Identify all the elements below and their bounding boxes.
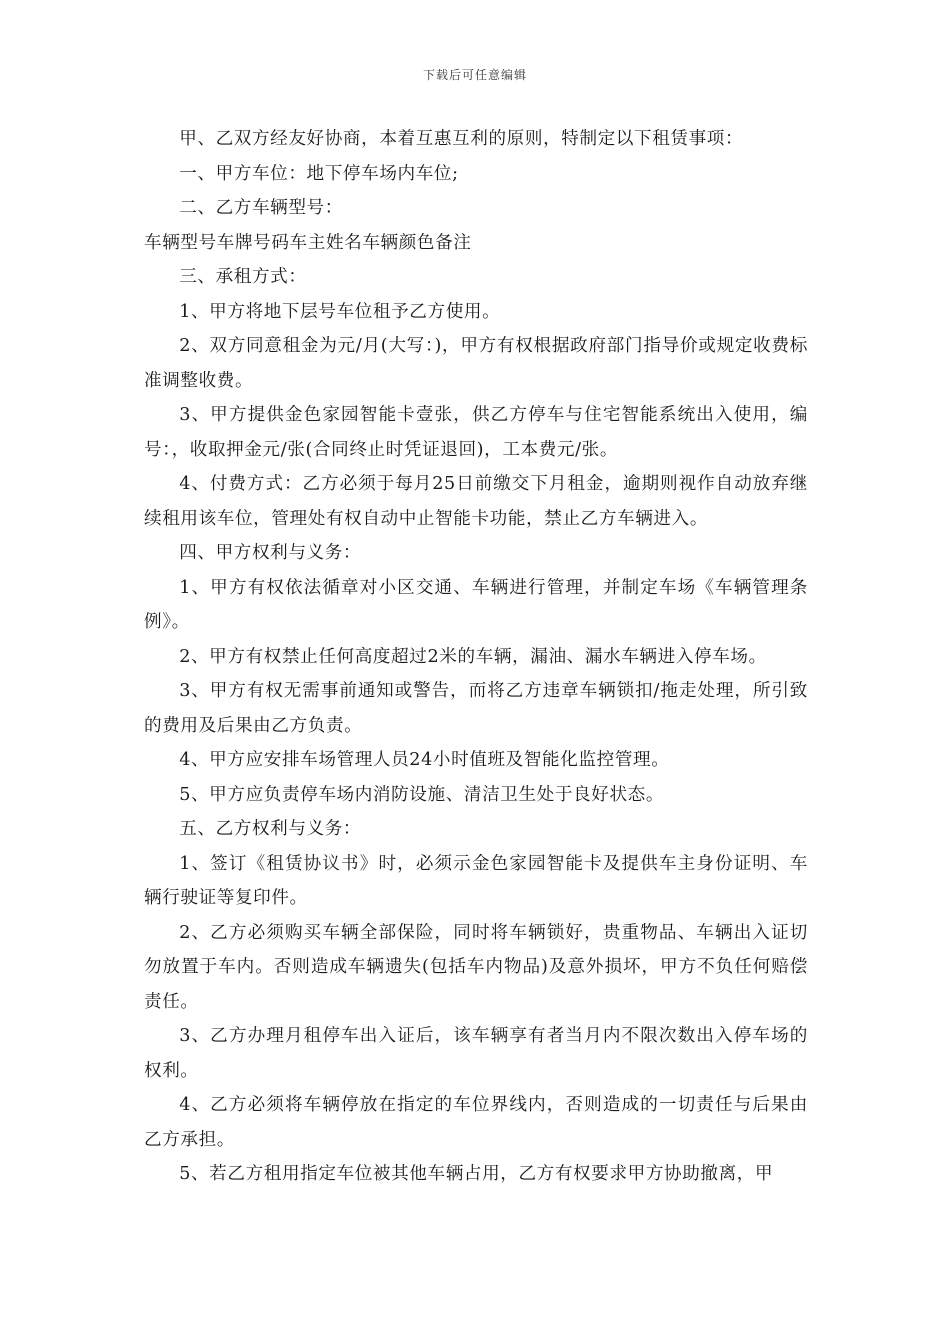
- paragraph-4-5: 5、甲方应负责停车场内消防设施、清洁卫生处于良好状态。: [179, 784, 665, 805]
- paragraph-vehicle-fields: 车辆型号车牌号码车主姓名车辆颜色备注: [144, 232, 472, 253]
- paragraph-3-1: 1、甲方将地下层号车位租予乙方使用。: [179, 301, 501, 322]
- paragraph-5-2: 2、乙方必须购买车辆全部保险，同时将车辆锁好，贵重物品、车辆出入证切勿放置于车内。否则造成车辆遗失(包括车内物品)及意外损坏，甲方不负任何赔偿责任。: [144, 922, 808, 1012]
- paragraph-intro: 甲、乙双方经友好协商，本着互惠互利的原则，特制定以下租赁事项：: [179, 129, 744, 149]
- paragraph-3-4: 4、付费方式：乙方必须于每月25日前缴交下月租金，逾期则视作自动放弃继续租用该车位，管理处有权自动中止智能卡功能，禁止乙方车辆进入。: [144, 474, 808, 529]
- document-body: [144, 122, 808, 1192]
- paragraph-5-3: 3、乙方办理月租停车出入证后，该车辆享有者当月内不限次数出入停车场的权利。: [144, 1026, 808, 1081]
- paragraph-4-4: 4、甲方应安排车场管理人员24小时值班及智能化监控管理。: [179, 750, 670, 770]
- paragraph-5-5: 5、若乙方租用指定车位被其他车辆占用，乙方有权要求甲方协助撤离，甲: [179, 1164, 774, 1184]
- paragraph-section-1: 一、甲方车位：地下停车场内车位;: [179, 163, 459, 184]
- paragraph-3-2: 2、双方同意租金为元/月(大写：)，甲方有权根据政府部门指导价或规定收费标准调整收费。: [144, 336, 808, 391]
- paragraph-5-1: 1、签订《租赁协议书》时，必须示金色家园智能卡及提供车主身份证明、车辆行驶证等复印件。: [144, 853, 808, 908]
- paragraph-section-2: 二、乙方车辆型号：: [179, 198, 343, 218]
- paragraph-section-5: 五、乙方权利与义务：: [179, 819, 362, 839]
- paragraph-5-4: 4、乙方必须将车辆停放在指定的车位界线内，否则造成的一切责任与后果由乙方承担。: [144, 1095, 808, 1150]
- paragraph-4-3: 3、甲方有权无需事前通知或警告，而将乙方违章车辆锁扣/拖走处理，所引致的费用及后果由乙方负责。: [144, 681, 808, 736]
- paragraph-section-4: 四、甲方权利与义务：: [179, 543, 362, 563]
- header-note: 下载后可任意编辑: [422, 68, 527, 82]
- paragraph-4-1: 1、甲方有权依法循章对小区交通、车辆进行管理，并制定车场《车辆管理条例》。: [144, 577, 808, 632]
- paragraph-4-2: 2、甲方有权禁止任何高度超过2米的车辆，漏油、漏水车辆进入停车场。: [179, 646, 767, 667]
- paragraph-section-3: 三、承租方式：: [179, 267, 307, 287]
- paragraph-3-3: 3、甲方提供金色家园智能卡壹张，供乙方停车与住宅智能系统出入使用，编号：，收取押金元/张(合同终止时凭证退回)，工本费元/张。: [144, 405, 808, 460]
